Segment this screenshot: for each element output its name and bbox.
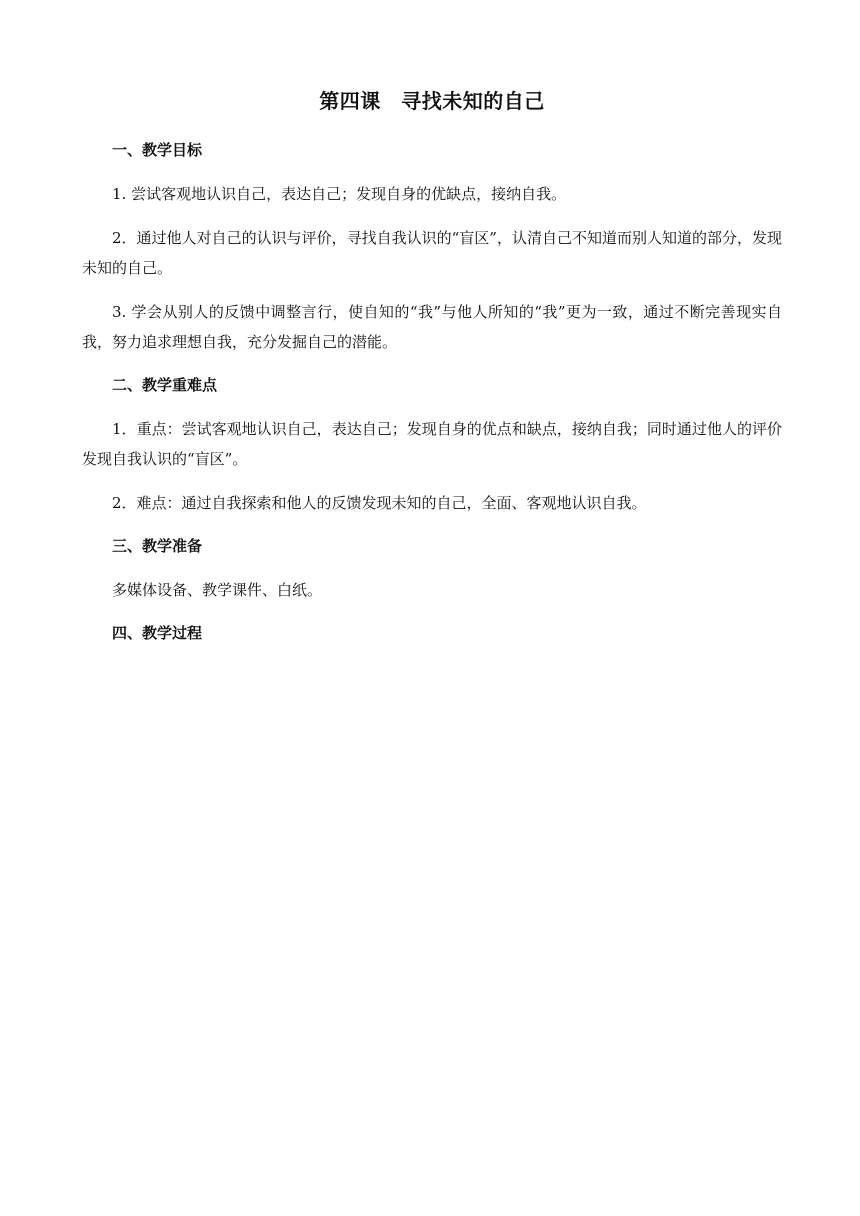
preparation-paragraph: 多媒体设备、教学课件、白纸。 xyxy=(112,581,323,599)
key-point-paragraph-2: 2．难点：通过自我探索和他人的反馈发现未知的自己，全面、客观地认识自我。 xyxy=(112,494,647,512)
key-point-paragraph-1: 1．重点：尝试客观地认识自己，表达自己；发现自身的优点和缺点，接纳自我；同时通过他人的评价发现自我认识的“盲区”。 xyxy=(82,420,782,468)
section-heading-preparation: 三、教学准备 xyxy=(112,537,203,555)
page-title: 第四课 寻找未知的自己 xyxy=(319,89,545,113)
section-heading-objectives: 一、教学目标 xyxy=(112,141,203,159)
section-heading-process: 四、教学过程 xyxy=(112,624,203,642)
objective-paragraph-1: 1. 尝试客观地认识自己，表达自己；发现自身的优缺点，接纳自我。 xyxy=(112,185,567,203)
section-heading-key-points: 二、教学重难点 xyxy=(112,376,218,394)
objective-paragraph-3: 3. 学会从别人的反馈中调整言行，使自知的“我”与他人所知的“我”更为一致，通过不断完善现实自我，努力追求理想自我，充分发掘自己的潜能。 xyxy=(82,303,782,351)
objective-paragraph-2: 2．通过他人对自己的认识与评价，寻找自我认识的“盲区”，认清自己不知道而别人知道的部分，发现未知的自己。 xyxy=(82,229,782,277)
document-page xyxy=(82,84,782,662)
